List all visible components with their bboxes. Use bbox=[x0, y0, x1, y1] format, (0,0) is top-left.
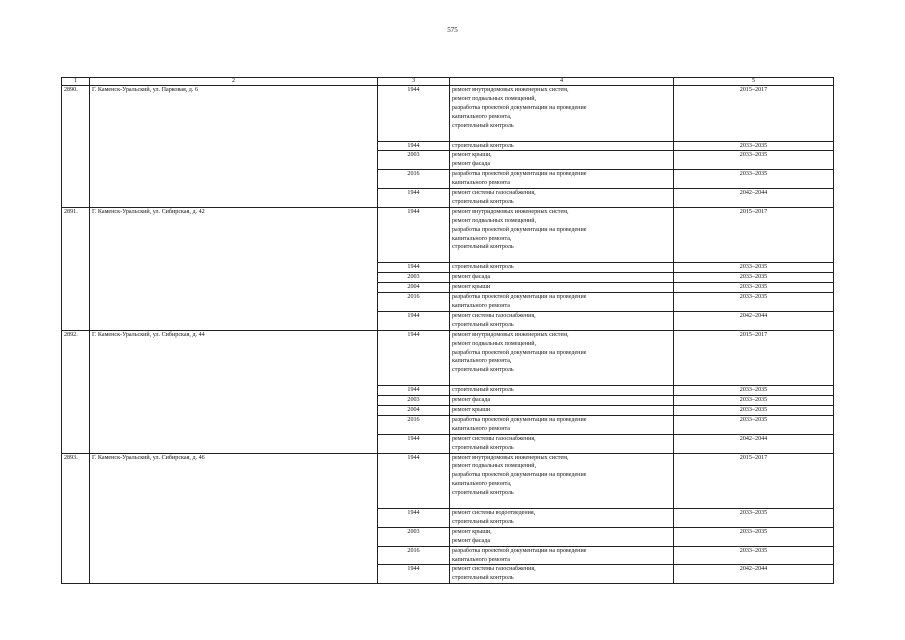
works-cell bbox=[450, 263, 674, 273]
work-item: ремонт подвальных помещений, bbox=[452, 340, 537, 347]
work-item: капитального ремонта, bbox=[452, 113, 512, 120]
work-item: разработка проектной документации на проведение bbox=[452, 416, 587, 423]
period-cell: 2033–2035 bbox=[674, 415, 834, 434]
period-cell: 2033–2035 bbox=[674, 546, 834, 565]
works-cell bbox=[450, 453, 674, 509]
work-item: капитального ремонта, bbox=[452, 358, 512, 365]
year-cell: 1944 bbox=[378, 263, 450, 273]
house-address: Г. Каменск-Уральский, ул. Сибирская, д. 44 bbox=[90, 330, 378, 453]
work-item: ремонт фасада bbox=[452, 161, 491, 168]
work-item: строительный контроль bbox=[452, 142, 514, 149]
work-item: строительный контроль bbox=[452, 490, 514, 497]
work-item: капитального ремонта bbox=[452, 425, 510, 432]
year-cell: 1944 bbox=[378, 141, 450, 151]
work-item: разработка проектной документации на проведение bbox=[452, 226, 587, 233]
period-cell: 2033–2035 bbox=[674, 170, 834, 189]
house-number: 2892. bbox=[62, 330, 90, 453]
work-item: капитального ремонта bbox=[452, 556, 510, 563]
year-cell: 2003 bbox=[378, 527, 450, 546]
overhaul-schedule-table bbox=[61, 77, 834, 584]
year-cell: 1944 bbox=[378, 189, 450, 208]
table-row bbox=[62, 453, 834, 509]
period-cell: 2042–2044 bbox=[674, 434, 834, 453]
works-cell bbox=[450, 509, 674, 528]
year-cell: 2004 bbox=[378, 406, 450, 416]
table-row bbox=[62, 330, 834, 386]
house-number: 2890. bbox=[62, 86, 90, 208]
year-cell: 2016 bbox=[378, 546, 450, 565]
column-header: 2 bbox=[90, 78, 378, 86]
work-item: разработка проектной документации на проведение bbox=[452, 294, 587, 301]
work-item: ремонт внутридомовых инженерных систем, bbox=[452, 87, 569, 93]
year-cell: 1944 bbox=[378, 86, 450, 142]
work-item: ремонт подвальных помещений, bbox=[452, 95, 537, 102]
work-item: строительный контроль bbox=[452, 264, 514, 271]
work-item: строительный контроль bbox=[452, 575, 514, 582]
table-body bbox=[62, 78, 834, 584]
works-cell bbox=[450, 293, 674, 312]
period-cell: 2033–2035 bbox=[674, 293, 834, 312]
works-cell bbox=[450, 207, 674, 263]
work-item: строительный контроль bbox=[452, 321, 514, 328]
works-cell bbox=[450, 406, 674, 416]
work-item: капитального ремонта, bbox=[452, 235, 512, 242]
work-item: ремонт подвальных помещений, bbox=[452, 217, 537, 224]
year-cell: 1944 bbox=[378, 509, 450, 528]
work-item: ремонт внутридомовых инженерных систем, bbox=[452, 454, 569, 461]
work-item: ремонт системы газоснабжения, bbox=[452, 312, 536, 319]
work-item: ремонт крыши, bbox=[452, 528, 492, 535]
year-cell: 2003 bbox=[378, 396, 450, 406]
work-item: ремонт подвальных помещений, bbox=[452, 463, 537, 470]
year-cell: 1944 bbox=[378, 453, 450, 509]
work-item: разработка проектной документации на проведение bbox=[452, 349, 587, 356]
work-item: ремонт фасада bbox=[452, 537, 491, 544]
year-cell: 2004 bbox=[378, 283, 450, 293]
period-cell: 2033–2035 bbox=[674, 283, 834, 293]
table-row bbox=[62, 207, 834, 263]
period-cell: 2033–2035 bbox=[674, 386, 834, 396]
work-item: ремонт внутридомовых инженерных систем, bbox=[452, 208, 569, 215]
period-cell: 2033–2035 bbox=[674, 527, 834, 546]
period-cell: 2033–2035 bbox=[674, 263, 834, 273]
column-number-row bbox=[62, 78, 834, 86]
period-cell: 2033–2035 bbox=[674, 509, 834, 528]
column-header: 4 bbox=[450, 78, 674, 86]
work-item: ремонт крыши bbox=[452, 284, 491, 291]
year-cell: 2016 bbox=[378, 293, 450, 312]
work-item: ремонт системы газоснабжения, bbox=[452, 190, 536, 197]
work-item: строительный контроль bbox=[452, 198, 514, 205]
period-cell: 2015–2017 bbox=[674, 330, 834, 386]
works-cell bbox=[450, 189, 674, 208]
work-item: разработка проектной документации на проведение bbox=[452, 472, 587, 479]
works-cell bbox=[450, 546, 674, 565]
works-cell bbox=[450, 527, 674, 546]
period-cell: 2042–2044 bbox=[674, 189, 834, 208]
work-item: ремонт фасада bbox=[452, 274, 491, 281]
column-header: 5 bbox=[674, 78, 834, 86]
work-item: строительный контроль bbox=[452, 367, 514, 374]
year-cell: 1944 bbox=[378, 207, 450, 263]
period-cell: 2033–2035 bbox=[674, 141, 834, 151]
work-item: капитального ремонта bbox=[452, 302, 510, 309]
work-item: ремонт крыши bbox=[452, 407, 491, 413]
house-address: Г. Каменск-Уральский, ул. Сибирская, д. 46 bbox=[90, 453, 378, 584]
work-item: разработка проектной документации на проведение bbox=[452, 547, 587, 554]
work-item: строительный контроль bbox=[452, 387, 514, 394]
works-cell bbox=[450, 170, 674, 189]
house-number: 2891. bbox=[62, 207, 90, 330]
work-item: ремонт фасада bbox=[452, 397, 491, 404]
works-cell bbox=[450, 86, 674, 142]
works-cell bbox=[450, 434, 674, 453]
works-cell bbox=[450, 273, 674, 283]
work-item: ремонт внутридомовых инженерных систем, bbox=[452, 331, 569, 338]
year-cell: 1944 bbox=[378, 565, 450, 584]
period-cell: 2033–2035 bbox=[674, 406, 834, 416]
works-cell bbox=[450, 415, 674, 434]
work-item: ремонт системы газоснабжения, bbox=[452, 435, 536, 442]
period-cell: 2042–2044 bbox=[674, 311, 834, 330]
house-address: Г. Каменск-Уральский, ул. Парковая, д. 6 bbox=[90, 86, 378, 208]
work-item: ремонт системы газоснабжения, bbox=[452, 566, 536, 573]
year-cell: 2003 bbox=[378, 273, 450, 283]
year-cell: 1944 bbox=[378, 386, 450, 396]
period-cell: 2042–2044 bbox=[674, 565, 834, 584]
column-header: 3 bbox=[378, 78, 450, 86]
work-item: строительный контроль bbox=[452, 444, 514, 451]
house-address: Г. Каменск-Уральский, ул. Сибирская, д. 42 bbox=[90, 207, 378, 330]
year-cell: 1944 bbox=[378, 311, 450, 330]
year-cell: 2016 bbox=[378, 415, 450, 434]
works-cell bbox=[450, 311, 674, 330]
period-cell: 2015–2017 bbox=[674, 207, 834, 263]
work-item: разработка проектной документации на проведение bbox=[452, 104, 587, 111]
works-cell bbox=[450, 151, 674, 170]
period-cell: 2033–2035 bbox=[674, 273, 834, 283]
table-row bbox=[62, 86, 834, 142]
page-number: 575 bbox=[447, 26, 458, 34]
works-cell bbox=[450, 283, 674, 293]
work-item: ремонт крыши, bbox=[452, 152, 492, 159]
works-cell bbox=[450, 396, 674, 406]
period-cell: 2015–2017 bbox=[674, 453, 834, 509]
work-item: строительный контроль bbox=[452, 122, 514, 129]
work-item: строительный контроль bbox=[452, 518, 514, 525]
period-cell: 2015–2017 bbox=[674, 86, 834, 142]
works-cell bbox=[450, 565, 674, 584]
work-item: капитального ремонта, bbox=[452, 481, 512, 488]
year-cell: 2003 bbox=[378, 151, 450, 170]
works-cell bbox=[450, 330, 674, 386]
works-cell bbox=[450, 386, 674, 396]
works-cell bbox=[450, 141, 674, 151]
work-item: капитального ремонта bbox=[452, 180, 510, 187]
work-item: разработка проектной документации на проведение bbox=[452, 171, 587, 178]
period-cell: 2033–2035 bbox=[674, 151, 834, 170]
year-cell: 2016 bbox=[378, 170, 450, 189]
work-item: строительный контроль bbox=[452, 244, 514, 251]
period-cell: 2033–2035 bbox=[674, 396, 834, 406]
work-item: ремонт системы водоотведения, bbox=[452, 510, 536, 517]
house-number: 2893. bbox=[62, 453, 90, 584]
year-cell: 1944 bbox=[378, 434, 450, 453]
column-header: 1 bbox=[62, 78, 90, 86]
year-cell: 1944 bbox=[378, 330, 450, 386]
